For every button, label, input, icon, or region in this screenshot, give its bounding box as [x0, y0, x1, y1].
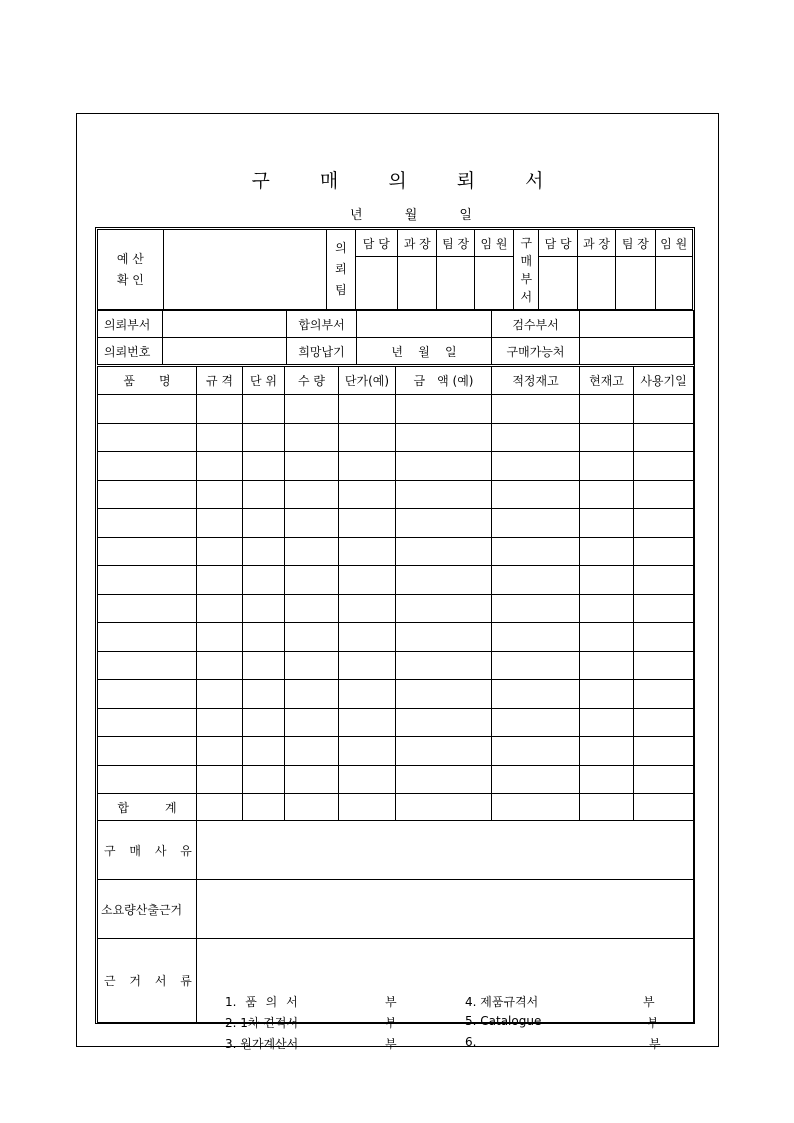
current-stock-cell[interactable] — [580, 737, 634, 766]
use-date-cell[interactable] — [634, 480, 694, 509]
spec-cell[interactable] — [197, 737, 243, 766]
unit-cell[interactable] — [243, 765, 285, 794]
unit-cell[interactable] — [243, 680, 285, 709]
qty-cell[interactable] — [285, 423, 339, 452]
header-unit-price: 단가(예) — [339, 367, 396, 395]
spec-cell[interactable] — [197, 480, 243, 509]
req-sign-staff[interactable] — [355, 257, 397, 310]
use-date-cell[interactable] — [634, 509, 694, 538]
bottom-table — [97, 820, 694, 1051]
header-spec: 규 격 — [197, 367, 243, 395]
items-table — [97, 366, 694, 821]
qty-cell[interactable] — [285, 651, 339, 680]
total-spec-cell[interactable] — [197, 794, 243, 821]
total-qty-cell[interactable] — [285, 794, 339, 821]
items-header-row — [98, 367, 694, 395]
purchase-reason-label: 구 매 사 유 — [98, 821, 197, 880]
proper-stock-cell[interactable] — [492, 651, 580, 680]
item-name-cell[interactable] — [98, 594, 197, 623]
current-stock-cell[interactable] — [580, 680, 634, 709]
document-date: 년 월 일 — [350, 208, 472, 223]
use-date-cell[interactable] — [634, 651, 694, 680]
quantity-basis-label: 소요량산출근거 — [98, 880, 197, 939]
proper-stock-cell[interactable] — [492, 623, 580, 652]
table-row — [98, 423, 694, 452]
desired-date-field[interactable]: 년 월 일 — [357, 338, 492, 365]
use-date-cell[interactable] — [634, 566, 694, 595]
use-date-cell[interactable] — [634, 537, 694, 566]
req-sign-manager[interactable] — [398, 257, 437, 310]
doc-6-unit: 부 — [649, 1036, 661, 1051]
request-team-label: 의 뢰 팀 — [327, 230, 355, 310]
amount-cell[interactable] — [396, 452, 492, 481]
unit-price-cell[interactable] — [339, 680, 396, 709]
budget-confirm-label: 예 산 확 인 — [98, 230, 164, 310]
qty-cell[interactable] — [285, 537, 339, 566]
amount-cell[interactable] — [396, 395, 492, 424]
unit-cell[interactable] — [243, 423, 285, 452]
table-row — [98, 623, 694, 652]
pur-sign-executive[interactable] — [655, 257, 692, 310]
doc-1-unit: 부 — [385, 994, 397, 1009]
current-stock-cell[interactable] — [580, 480, 634, 509]
unit-price-cell[interactable] — [339, 594, 396, 623]
request-no-field[interactable] — [163, 338, 287, 365]
quantity-basis-field[interactable] — [197, 880, 694, 939]
use-date-cell[interactable] — [634, 452, 694, 481]
spec-cell[interactable] — [197, 509, 243, 538]
unit-cell[interactable] — [243, 594, 285, 623]
use-date-cell[interactable] — [634, 680, 694, 709]
proper-stock-cell[interactable] — [492, 509, 580, 538]
amount-cell[interactable] — [396, 623, 492, 652]
header-amount: 금 액 (예) — [396, 367, 492, 395]
spec-cell[interactable] — [197, 395, 243, 424]
unit-price-cell[interactable] — [339, 566, 396, 595]
purchase-dept-label: 구 매 부 서 — [514, 230, 539, 310]
qty-cell[interactable] — [285, 680, 339, 709]
doc-3: 3. 원가계산서 — [225, 1036, 299, 1051]
table-row — [98, 537, 694, 566]
pur-role-staff: 담 당 — [539, 230, 577, 257]
amount-cell[interactable] — [396, 765, 492, 794]
request-dept-label: 의뢰부서 — [98, 311, 163, 338]
supporting-docs-list — [197, 939, 694, 1051]
spec-cell[interactable] — [197, 765, 243, 794]
item-name-cell[interactable] — [98, 509, 197, 538]
agree-dept-label: 합의부서 — [287, 311, 357, 338]
amount-cell[interactable] — [396, 680, 492, 709]
qty-cell[interactable] — [285, 480, 339, 509]
item-name-cell[interactable] — [98, 651, 197, 680]
current-stock-cell[interactable] — [580, 566, 634, 595]
table-row — [98, 737, 694, 766]
table-row — [98, 566, 694, 595]
supporting-docs-label: 근 거 서 류 — [98, 939, 197, 1023]
table-row — [98, 452, 694, 481]
spec-cell[interactable] — [197, 452, 243, 481]
item-name-cell[interactable] — [98, 480, 197, 509]
agree-dept-field[interactable] — [357, 311, 492, 338]
proper-stock-cell[interactable] — [492, 765, 580, 794]
doc-4-unit: 부 — [643, 994, 655, 1009]
unit-cell[interactable] — [243, 566, 285, 595]
table-row — [98, 509, 694, 538]
table-row — [98, 680, 694, 709]
use-date-cell[interactable] — [634, 395, 694, 424]
amount-cell[interactable] — [396, 480, 492, 509]
current-stock-cell[interactable] — [580, 537, 634, 566]
unit-price-cell[interactable] — [339, 480, 396, 509]
current-stock-cell[interactable] — [580, 651, 634, 680]
document-title: 구 매 의 뢰 서 — [251, 170, 566, 192]
unit-price-cell[interactable] — [339, 452, 396, 481]
table-row — [98, 651, 694, 680]
proper-stock-cell[interactable] — [492, 737, 580, 766]
amount-cell[interactable] — [396, 737, 492, 766]
header-qty: 수 량 — [285, 367, 339, 395]
qty-cell[interactable] — [285, 594, 339, 623]
unit-price-cell[interactable] — [339, 737, 396, 766]
spec-cell[interactable] — [197, 680, 243, 709]
total-row — [98, 794, 694, 821]
doc-6: 6. — [465, 1034, 477, 1049]
qty-cell[interactable] — [285, 765, 339, 794]
proper-stock-cell[interactable] — [492, 480, 580, 509]
header-unit: 단 위 — [243, 367, 285, 395]
amount-cell[interactable] — [396, 594, 492, 623]
spec-cell[interactable] — [197, 651, 243, 680]
item-name-cell[interactable] — [98, 623, 197, 652]
unit-cell[interactable] — [243, 452, 285, 481]
total-use-date-cell[interactable] — [634, 794, 694, 821]
unit-price-cell[interactable] — [339, 623, 396, 652]
req-role-executive: 임 원 — [474, 230, 513, 257]
doc-2: 2. 1차 견적서 — [225, 1015, 299, 1030]
unit-cell[interactable] — [243, 509, 285, 538]
proper-stock-cell[interactable] — [492, 708, 580, 737]
item-name-cell[interactable] — [98, 708, 197, 737]
pur-role-executive: 임 원 — [655, 230, 692, 257]
amount-cell[interactable] — [396, 509, 492, 538]
spec-cell[interactable] — [197, 566, 243, 595]
pur-sign-team-lead[interactable] — [616, 257, 655, 310]
doc-5: 5. Catalogue — [465, 1013, 542, 1028]
unit-cell[interactable] — [243, 480, 285, 509]
doc-1: 1. 품 의 서 — [225, 994, 298, 1009]
use-date-cell[interactable] — [634, 423, 694, 452]
proper-stock-cell[interactable] — [492, 423, 580, 452]
header-current-stock: 현재고 — [580, 367, 634, 395]
amount-cell[interactable] — [396, 708, 492, 737]
pur-sign-manager[interactable] — [577, 257, 615, 310]
item-name-cell[interactable] — [98, 537, 197, 566]
amount-cell[interactable] — [396, 566, 492, 595]
item-name-cell[interactable] — [98, 765, 197, 794]
current-stock-cell[interactable] — [580, 395, 634, 424]
unit-price-cell[interactable] — [339, 509, 396, 538]
spec-cell[interactable] — [197, 537, 243, 566]
req-role-manager: 과 장 — [398, 230, 437, 257]
total-amount-cell[interactable] — [396, 794, 492, 821]
item-name-cell[interactable] — [98, 737, 197, 766]
request-dept-field[interactable] — [163, 311, 287, 338]
unit-cell[interactable] — [243, 537, 285, 566]
approval-table — [97, 229, 693, 310]
request-no-label: 의뢰번호 — [98, 338, 163, 365]
item-name-cell[interactable] — [98, 395, 197, 424]
proper-stock-cell[interactable] — [492, 594, 580, 623]
req-role-staff: 담 당 — [355, 230, 397, 257]
item-name-cell[interactable] — [98, 680, 197, 709]
spec-cell[interactable] — [197, 594, 243, 623]
unit-cell[interactable] — [243, 395, 285, 424]
inspect-dept-field[interactable] — [580, 311, 694, 338]
item-name-cell[interactable] — [98, 423, 197, 452]
proper-stock-cell[interactable] — [492, 680, 580, 709]
budget-confirm-field[interactable] — [163, 230, 327, 310]
item-name-cell[interactable] — [98, 452, 197, 481]
unit-cell[interactable] — [243, 651, 285, 680]
item-name-cell[interactable] — [98, 566, 197, 595]
inspect-dept-label: 검수부서 — [492, 311, 580, 338]
current-stock-cell[interactable] — [580, 509, 634, 538]
unit-price-cell[interactable] — [339, 537, 396, 566]
qty-cell[interactable] — [285, 737, 339, 766]
qty-cell[interactable] — [285, 623, 339, 652]
purchase-reason-field[interactable] — [197, 821, 694, 880]
unit-cell[interactable] — [243, 737, 285, 766]
table-row — [98, 765, 694, 794]
unit-price-cell[interactable] — [339, 395, 396, 424]
amount-cell[interactable] — [396, 537, 492, 566]
supplier-label: 구매가능처 — [492, 338, 580, 365]
use-date-cell[interactable] — [634, 765, 694, 794]
qty-cell[interactable] — [285, 452, 339, 481]
pur-sign-staff[interactable] — [539, 257, 577, 310]
pur-role-team-lead: 팀 장 — [616, 230, 655, 257]
current-stock-cell[interactable] — [580, 623, 634, 652]
total-current-stock-cell[interactable] — [580, 794, 634, 821]
qty-cell[interactable] — [285, 395, 339, 424]
spec-cell[interactable] — [197, 708, 243, 737]
proper-stock-cell[interactable] — [492, 452, 580, 481]
req-sign-executive[interactable] — [474, 257, 513, 310]
current-stock-cell[interactable] — [580, 423, 634, 452]
amount-cell[interactable] — [396, 651, 492, 680]
unit-cell[interactable] — [243, 708, 285, 737]
proper-stock-cell[interactable] — [492, 395, 580, 424]
desired-date-label: 희망납기 — [287, 338, 357, 365]
req-role-team-lead: 팀 장 — [437, 230, 474, 257]
doc-5-unit: 부 — [647, 1015, 659, 1030]
total-unit-price-cell[interactable] — [339, 794, 396, 821]
proper-stock-cell[interactable] — [492, 537, 580, 566]
total-unit-cell[interactable] — [243, 794, 285, 821]
qty-cell[interactable] — [285, 566, 339, 595]
qty-cell[interactable] — [285, 708, 339, 737]
use-date-cell[interactable] — [634, 708, 694, 737]
pur-role-manager: 과 장 — [577, 230, 615, 257]
current-stock-cell[interactable] — [580, 708, 634, 737]
use-date-cell[interactable] — [634, 737, 694, 766]
amount-cell[interactable] — [396, 423, 492, 452]
table-row — [98, 395, 694, 424]
spec-cell[interactable] — [197, 423, 243, 452]
total-label: 합 계 — [98, 794, 197, 821]
use-date-cell[interactable] — [634, 594, 694, 623]
unit-price-cell[interactable] — [339, 423, 396, 452]
unit-price-cell[interactable] — [339, 708, 396, 737]
qty-cell[interactable] — [285, 509, 339, 538]
total-proper-stock-cell[interactable] — [492, 794, 580, 821]
info-table — [97, 310, 694, 365]
current-stock-cell[interactable] — [580, 594, 634, 623]
doc-3-unit: 부 — [385, 1036, 397, 1051]
current-stock-cell[interactable] — [580, 452, 634, 481]
supplier-field[interactable] — [580, 338, 694, 365]
table-row — [98, 708, 694, 737]
doc-2-unit: 부 — [385, 1015, 397, 1030]
current-stock-cell[interactable] — [580, 765, 634, 794]
unit-price-cell[interactable] — [339, 765, 396, 794]
req-sign-team-lead[interactable] — [437, 257, 474, 310]
use-date-cell[interactable] — [634, 623, 694, 652]
unit-price-cell[interactable] — [339, 651, 396, 680]
table-row — [98, 480, 694, 509]
table-row — [98, 594, 694, 623]
doc-4: 4. 제품규격서 — [465, 994, 539, 1009]
header-item-name: 품 명 — [98, 367, 197, 395]
unit-cell[interactable] — [243, 623, 285, 652]
header-use-date: 사용기일 — [634, 367, 694, 395]
proper-stock-cell[interactable] — [492, 566, 580, 595]
spec-cell[interactable] — [197, 623, 243, 652]
header-proper-stock: 적정재고 — [492, 367, 580, 395]
